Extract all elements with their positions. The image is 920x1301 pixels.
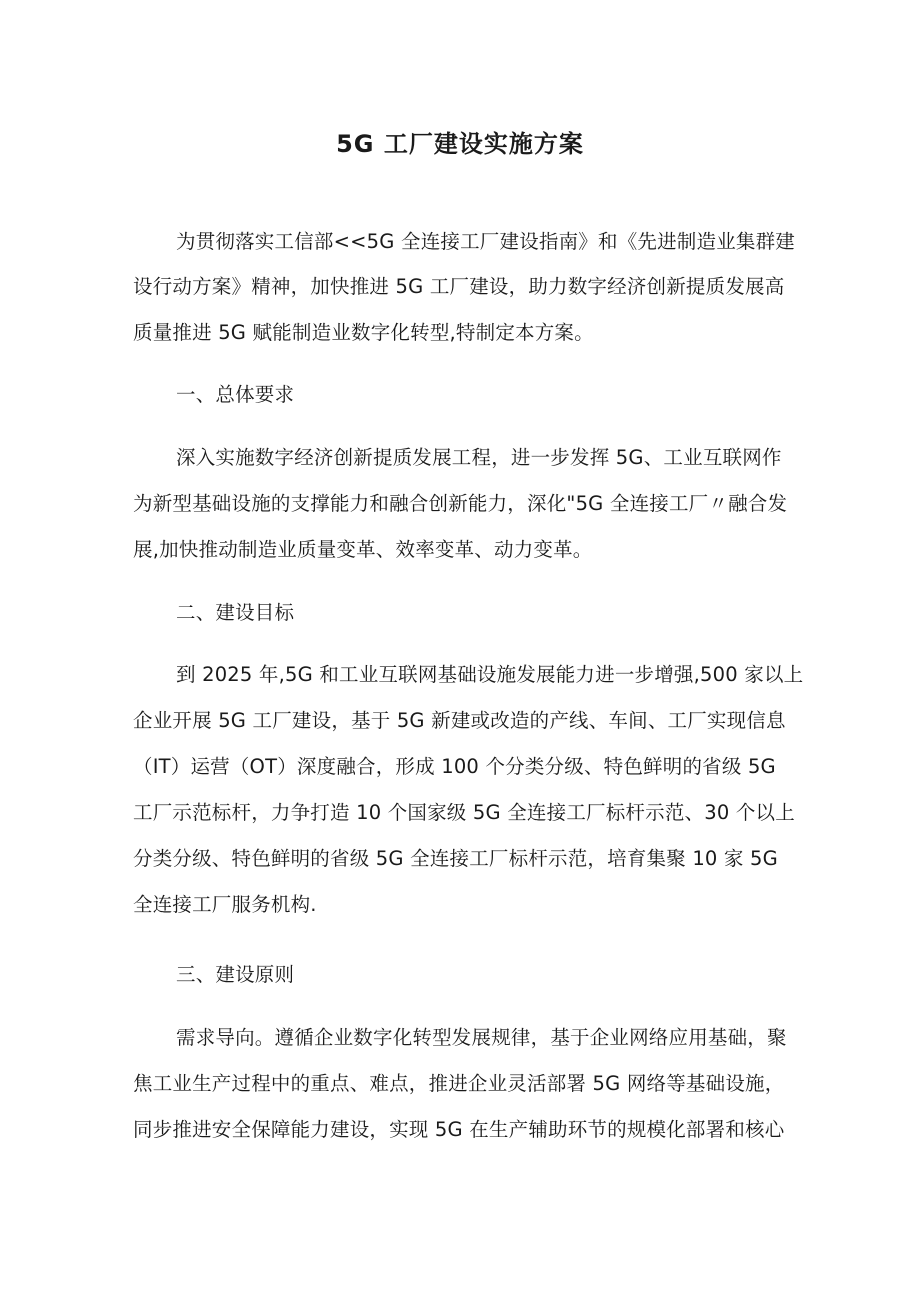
section-2-line-5: 分类分级、特色鲜明的省级 5G 全连接工厂标杆示范，培育集聚 10 家 5G (133, 847, 778, 870)
section-2-line-3: （IT）运营（OT）深度融合，形成 100 个分类分级、特色鲜明的省级 5G (133, 755, 776, 778)
section-1-line-2: 为新型基础设施的支撑能力和融合创新能力，深化"5G 全连接工厂〃融合发 (133, 492, 788, 515)
section-2-line-6: 全连接工厂服务机构. (133, 893, 317, 916)
intro-line-2: 设行动方案》精神，加快推进 5G 工厂建设，助力数字经济创新提质发展高 (133, 275, 785, 298)
section-1-line-3: 展,加快推动制造业质量变革、效率变革、动力变革。 (133, 538, 593, 561)
document-title: 5G 工厂建设实施方案 (336, 130, 584, 158)
section-3-line-2: 焦工业生产过程中的重点、难点，推进企业灵活部署 5G 网络等基础设施， (133, 1072, 785, 1095)
intro-line-1: 为贯彻落实工信部<<5G 全连接工厂建设指南》和《先进制造业集群建 (176, 230, 795, 253)
section-2-line-1: 到 2025 年,5G 和工业互联网基础设施发展能力进一步增强,500 家以上 (176, 663, 804, 686)
section-1-line-1: 深入实施数字经济创新提质发展工程，进一步发挥 5G、工业互联网作 (176, 446, 782, 469)
section-3-line-1: 需求导向。遵循企业数字化转型发展规律，基于企业网络应用基础，聚 (176, 1026, 787, 1049)
section-2-line-4: 工厂示范标杆，力争打造 10 个国家级 5G 全连接工厂标杆示范、30 个以上 (133, 801, 795, 824)
section-heading-1: 一、总体要求 (176, 383, 295, 406)
section-heading-2: 二、建设目标 (176, 601, 295, 624)
section-3-line-3: 同步推进安全保障能力建设，实现 5G 在生产辅助环节的规模化部署和核心 (133, 1118, 785, 1141)
section-heading-3: 三、建设原则 (176, 963, 295, 986)
section-2-line-2: 企业开展 5G 工厂建设，基于 5G 新建或改造的产线、车间、工厂实现信息 (133, 709, 786, 732)
intro-line-3: 质量推进 5G 赋能制造业数字化转型,特制定本方案。 (133, 321, 594, 344)
